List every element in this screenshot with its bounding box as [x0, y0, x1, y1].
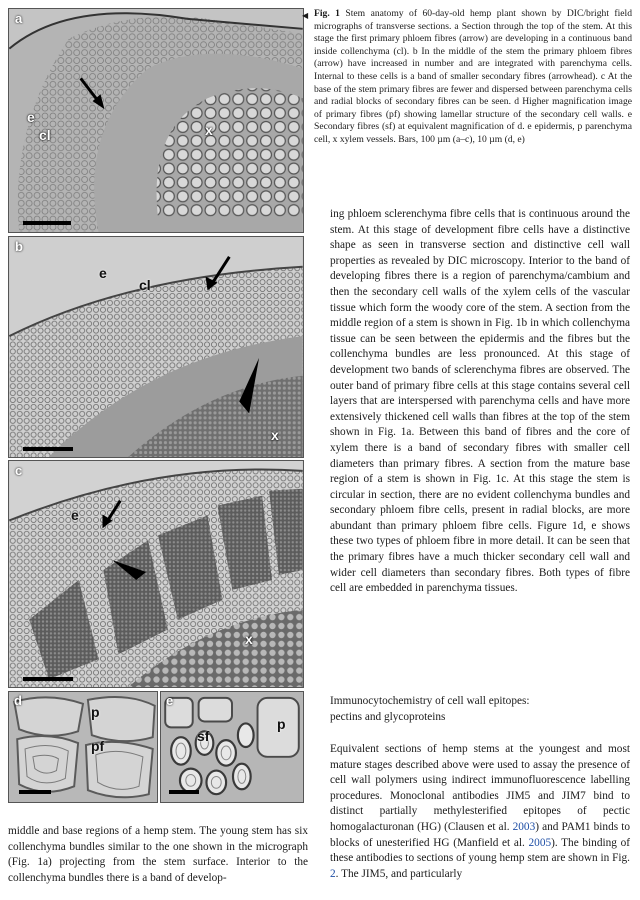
scale-bar [23, 447, 73, 451]
label-xylem: x [205, 122, 213, 138]
scale-bar [169, 790, 199, 794]
scale-bar [23, 221, 71, 225]
panel-label-e: e [166, 693, 174, 708]
label-epidermis: e [71, 507, 79, 523]
scale-bar [23, 677, 73, 681]
label-collenchyma: cl [139, 277, 151, 293]
panel-label-b: b [15, 239, 23, 254]
panel-label-a: a [15, 11, 23, 26]
figure-caption [302, 8, 632, 147]
text-run: ) and PAM1 binds to blocks of unesterified HG (Manfield et al. [330, 820, 630, 849]
micrograph-b-image [9, 237, 303, 457]
label-primary-fibre: pf [91, 738, 105, 754]
label-parenchyma: p [277, 716, 286, 732]
label-xylem: x [245, 631, 253, 647]
section-heading [330, 694, 630, 725]
body-paragraph: middle and base regions of a hemp stem. The young stem has six collenchyma bundles similar to the one shown in the micrograph (Fig. 1a) projecting from the stem surface. Interior to the collenchyma bundles there is a band of develop- [8, 825, 308, 884]
text-run: Equivalent sections of hemp stems at the youngest and most mature stages described above were used to assay the presence of cell wall polymers using indirect immunofluorescence labelling procedures. Monoclonal antibodies JIM5 and JIM7 bind to distinct partially methylesterified epitopes of pectic homogalacturonan (HG) (Clausen et al. [330, 743, 630, 833]
micrograph-c-image [9, 461, 303, 687]
triangle-marker-icon: ◀ [302, 11, 309, 20]
micrograph-panel-c [8, 460, 304, 688]
label-collenchyma: cl [39, 127, 51, 143]
micrograph-panel-d [8, 691, 158, 803]
section-heading-line: Immunocytochemistry of cell wall epitopes: [330, 695, 530, 707]
label-epidermis: e [99, 265, 107, 281]
body-paragraph: ing phloem sclerenchyma fibre cells that is continuous around the stem. At this stage of development fibre cells have a distinctive shape as seen in transverse section and distinctive cell wall properties as revealed by DIC microscopy. Interior to the band of developing fibres there is a region of parenchyma/cambium and then the secondary cell walls of the xylem cells of the vascular tissue which form the woody core of the stem. A section from the middle region of a stem is shown in Fig. 1b in which collenchyma tissue can be seen between the epidermis and the fibres but the collenchyma bundles are less pronounced. At this stage of development two bands of sclerenchyma fibres are observed. The outer band of primary fibre cells at this stage contains several cell layers that are interspersed with parenchyma cells and have more extensively thickened cell walls than fibres at the top of the stem shown in Fig. 1a. Between this band of fibres and the core of xylem there is a band of secondary fibres with smaller cell diameters than primary fibres. A section from the mature base region of a stem is shown in Fig. 1c. At this stage the stem is circular in section, there are no evident collenchyma bundles and secondary phloem fibre cells, present in radial blocks, are more abundant than primary phloem fibre cells. Figure 1d, e shows these two types of phloem fibre in more detail. It can be seen that the primary fibres have a much thicker secondary cell wall and wider cell diameters than secondary fibres. Both types of fibre cell are embedded in parenchyma tissues. [330, 208, 630, 595]
section-heading-line: pectins and glycoproteins [330, 710, 446, 723]
citation-link[interactable]: 2003 [512, 820, 536, 833]
label-epidermis: e [27, 109, 35, 125]
micrograph-panel-e [160, 691, 304, 803]
text-run: ). The binding of these antibodies to sections of young hemp stem are shown in Fig. [330, 836, 630, 865]
micrograph-panel-b [8, 236, 304, 458]
citation-link[interactable]: 2005 [528, 836, 552, 849]
micrograph-e-image [161, 692, 303, 802]
label-secondary-fibre: sf [197, 728, 210, 744]
figure-label: Fig. 1 [314, 8, 340, 19]
label-parenchyma: p [91, 704, 100, 720]
label-xylem: x [271, 427, 279, 443]
text-run: . The JIM5, and particularly [335, 867, 463, 880]
caption-text: Stem anatomy of 60-day-old hemp plant shown by DIC/bright field micrographs of transverse sections. a Section through the top of the stem. At this stage the first primary phloem fibres (arrow) are developing in a continuous band inside collenchyma (cl). b In the middle of the stem the primary phloem fibres (arrow) have increased in number and are integrated with parenchyma cells. Internal to these cells is a band of smaller secondary fibres (arrowhead). c At the base of the stem primary fibres are fewer and dispersed between parenchyma cells and radial blocks of secondary fibres can be seen. d Higher magnification image of primary fibres (pf) showing lamellar structure of the secondary cell walls. e Secondary fibres (sf) at equivalent magnification of d. e epidermis, p parenchyma cell, x xylem vessels. Bars, 100 µm (a–c), 10 µm (d, e) [314, 8, 632, 145]
micrograph-panel-a [8, 8, 304, 233]
micrograph-a-image [9, 9, 303, 232]
micrograph-d-image [9, 692, 157, 802]
body-paragraph [330, 742, 630, 882]
scale-bar [19, 790, 51, 794]
panel-label-d: d [14, 693, 22, 708]
panel-label-c: c [15, 463, 23, 478]
figure-link[interactable]: 2 [330, 867, 336, 880]
